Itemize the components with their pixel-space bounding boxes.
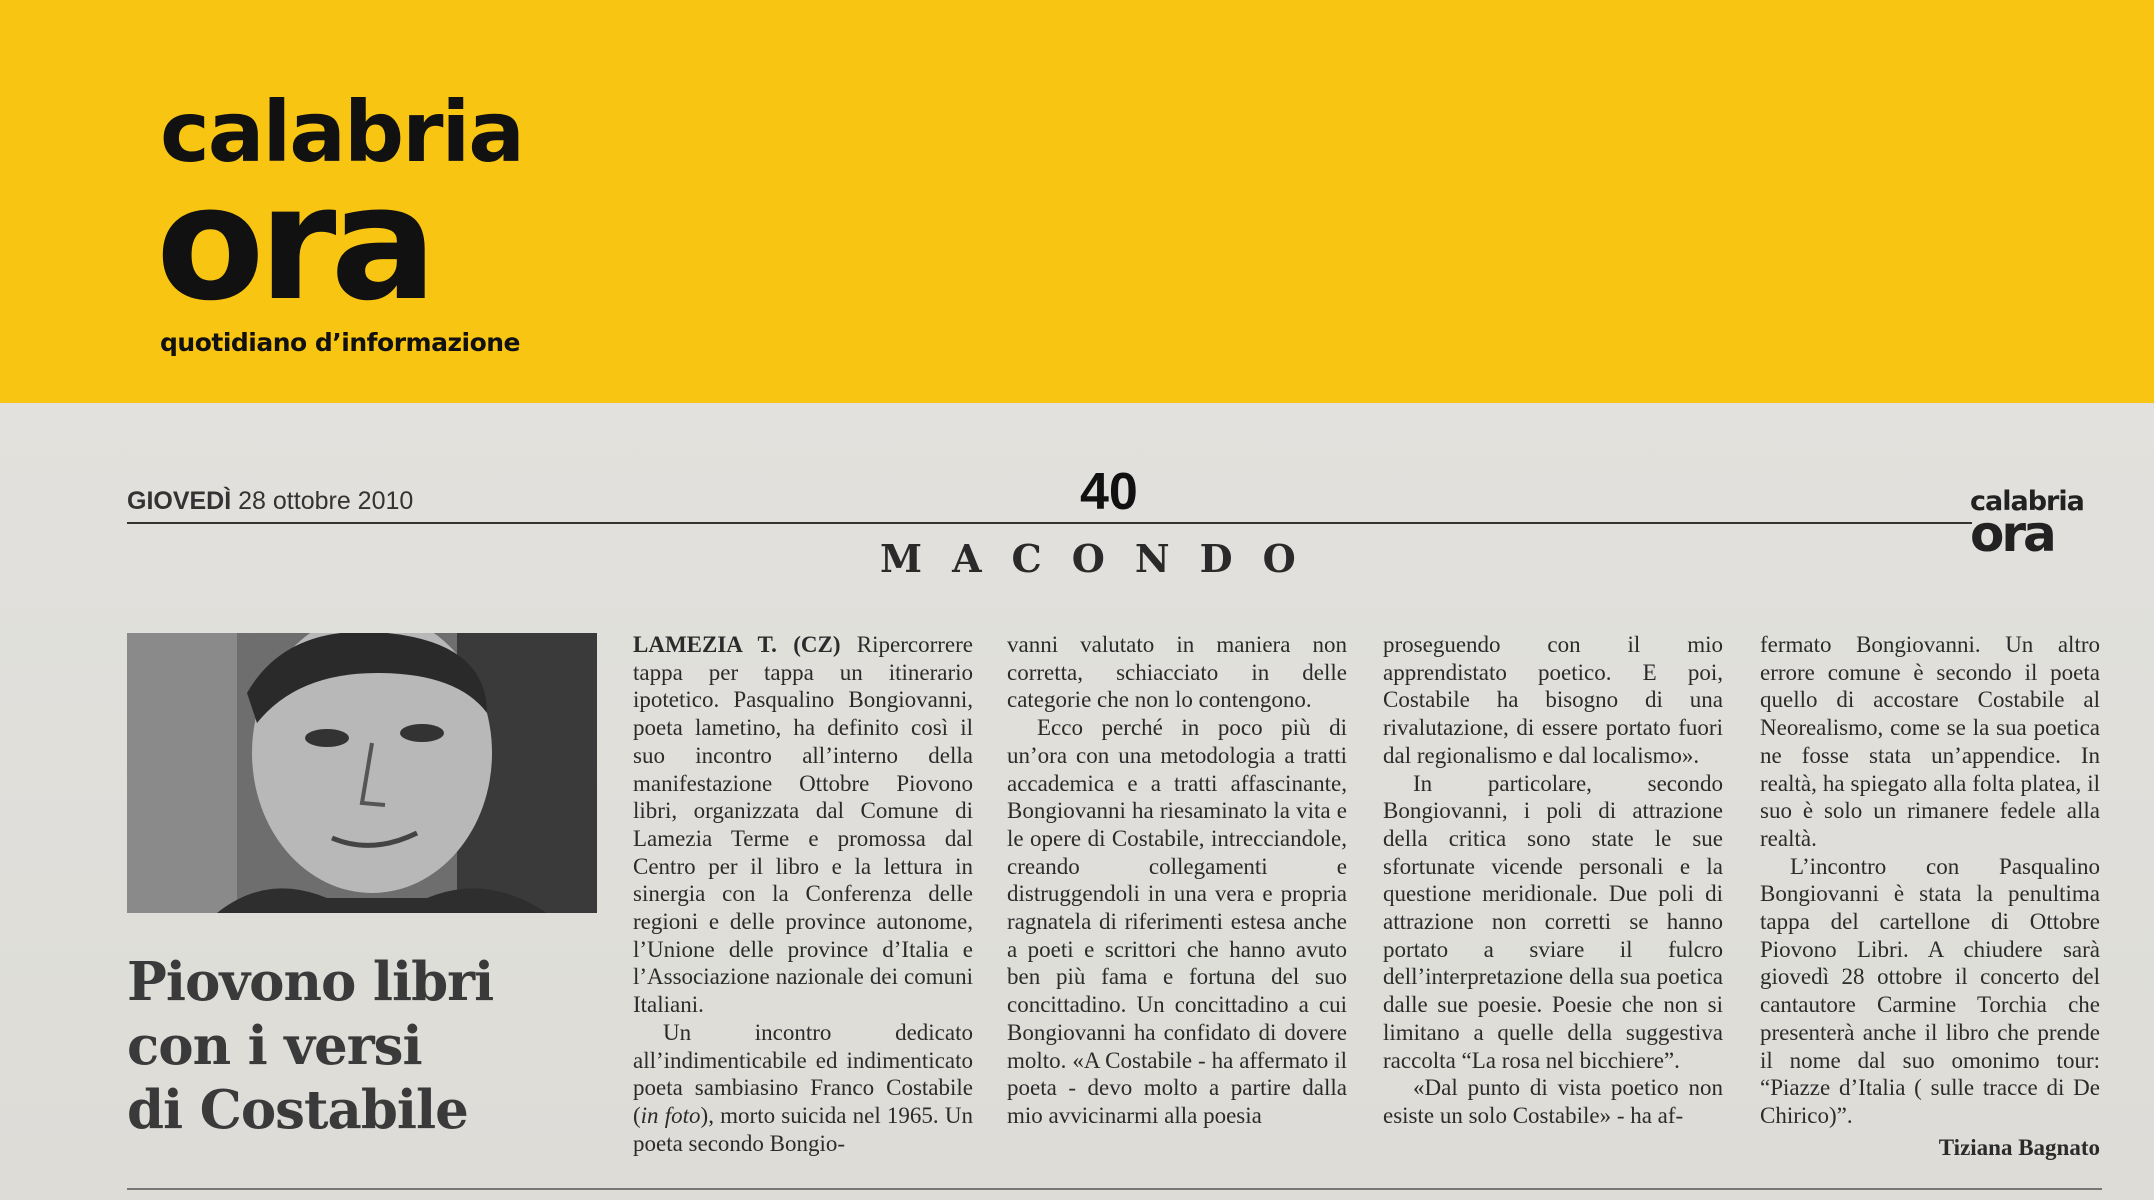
logo-calabria: calabria [160, 83, 523, 181]
issue-day: GIOVEDÌ [127, 487, 232, 515]
mini-logo-calabria: calabria [1970, 486, 2084, 517]
article-column-4 [1760, 631, 2100, 1161]
logo-ora: ora [156, 152, 432, 336]
article-column-2 [1007, 631, 1347, 1130]
logo-tagline: quotidiano d’informazione [160, 328, 521, 357]
headline-line-2: con i versi [127, 1015, 422, 1077]
column-3-paragraph-3: «Dal punto di vista poetico non esiste un solo Costabile» - ha af- [1383, 1075, 1723, 1128]
mini-logo [1970, 486, 2084, 563]
page-number: 40 [1080, 463, 1138, 521]
column-1-paragraph-2: Un incontro dedicato all’indimenticabile ed indimenticato poeta sambiasino Franco Costabile (in foto), morto suicida nel 1965. Un poeta secondo Bongio- [633, 1019, 973, 1156]
header-rule [127, 522, 1972, 524]
column-4-paragraph-1: fermato Bongiovanni. Un altro errore comune è secondo il poeta quello di accostare Costabile al Neorealismo, come se la sua poetica ne fosse stata un’appendice. In realtà, ha spiegato alla folta platea, il suo è solo un rimanere fedele alla realtà. [1760, 632, 2100, 851]
portrait-illustration [127, 633, 597, 913]
yellow-banner [0, 0, 2154, 403]
article-author: Tiziana Bagnato [1938, 1134, 2100, 1160]
column-1-paragraph-1: LAMEZIA T. (CZ) Ripercorrere tappa per tappa un itinerario ipotetico. Pasqualino Bongiovanni, poeta lametino, ha definito così il suo incontro all’interno della manifestazione Ottobre Piovono libri, organizzata dal Comune di Lamezia Terme e promossa dal Centro per il libro e la lettura in sinergia con la Conferenza delle regioni e delle province autonome, l’Unione delle province d’Italia e l’Associazione nazionale dei comuni Italiani. [633, 632, 973, 1018]
article-headline [127, 950, 493, 1142]
column-2-paragraph-1: vanni valutato in maniera non corretta, schiacciato in delle categorie che non lo contengono. [1007, 632, 1347, 713]
calabria-ora-logo [156, 83, 523, 360]
section-title: MACONDO [880, 536, 1326, 581]
column-4-paragraph-2: L’incontro con Pasqualino Bongiovanni è stata la penultima tappa del cartellone di Ottobre Piovono Libri. A chiudere sarà giovedì 28 ottobre il concerto del cantautore Carmine Torchia che presenterà anche il libro che prende il nome dal suo omonimo tour: “Piazze d’Italia ( sulle tracce di De Chirico)”. [1760, 853, 2100, 1128]
issue-date [127, 487, 413, 516]
footer-rule [127, 1188, 2102, 1190]
headline-line-1: Piovono libri [127, 951, 494, 1013]
column-3-paragraph-2: In particolare, secondo Bongiovanni, i poli di attrazione della critica sono state le sue sfortunate vicende personali e la questione meridionale. Due poli di attrazione non corretti se hanno portato a sviare il fulcro dell’interpretazione della sua poetica dalle sue poesie. Poesie che non si limitano a quelle della suggestiva raccolta “La rosa nel bicchiere”. [1383, 770, 1723, 1073]
article-column-3 [1383, 631, 1723, 1130]
headline-line-3: di Costabile [127, 1079, 468, 1141]
column-3-paragraph-1: proseguendo con il mio apprendistato poetico. E poi, Costabile ha bisogno di una rivalutazione, di essere portato fuori dal regionalismo e dal localismo». [1383, 632, 1723, 768]
column-2-paragraph-2: Ecco perché in poco più di un’ora con una metodologia a tratti accademica e a tratti affascinante, Bongiovanni ha riesaminato la vita e le opere di Costabile, intrecciandole, creando collegamenti e distruggendoli in una vera e propria ragnatela di riferimenti estesa anche a poeti e scrittori che hanno avuto ben più fama e fortuna del suo concittadino. Un concittadino a cui Bongiovanni ha confidato di dovere molto. «A Costabile - ha affermato il poeta - devo molto a partire dalla mio avvicinarmi alla poesia [1007, 715, 1347, 1128]
issue-date-text: 28 ottobre 2010 [238, 487, 414, 515]
mini-logo-ora: ora [1970, 505, 2054, 563]
dateline: LAMEZIA T. (CZ) [633, 632, 841, 657]
portrait-photo [127, 633, 597, 913]
article-column-1 [633, 631, 973, 1157]
